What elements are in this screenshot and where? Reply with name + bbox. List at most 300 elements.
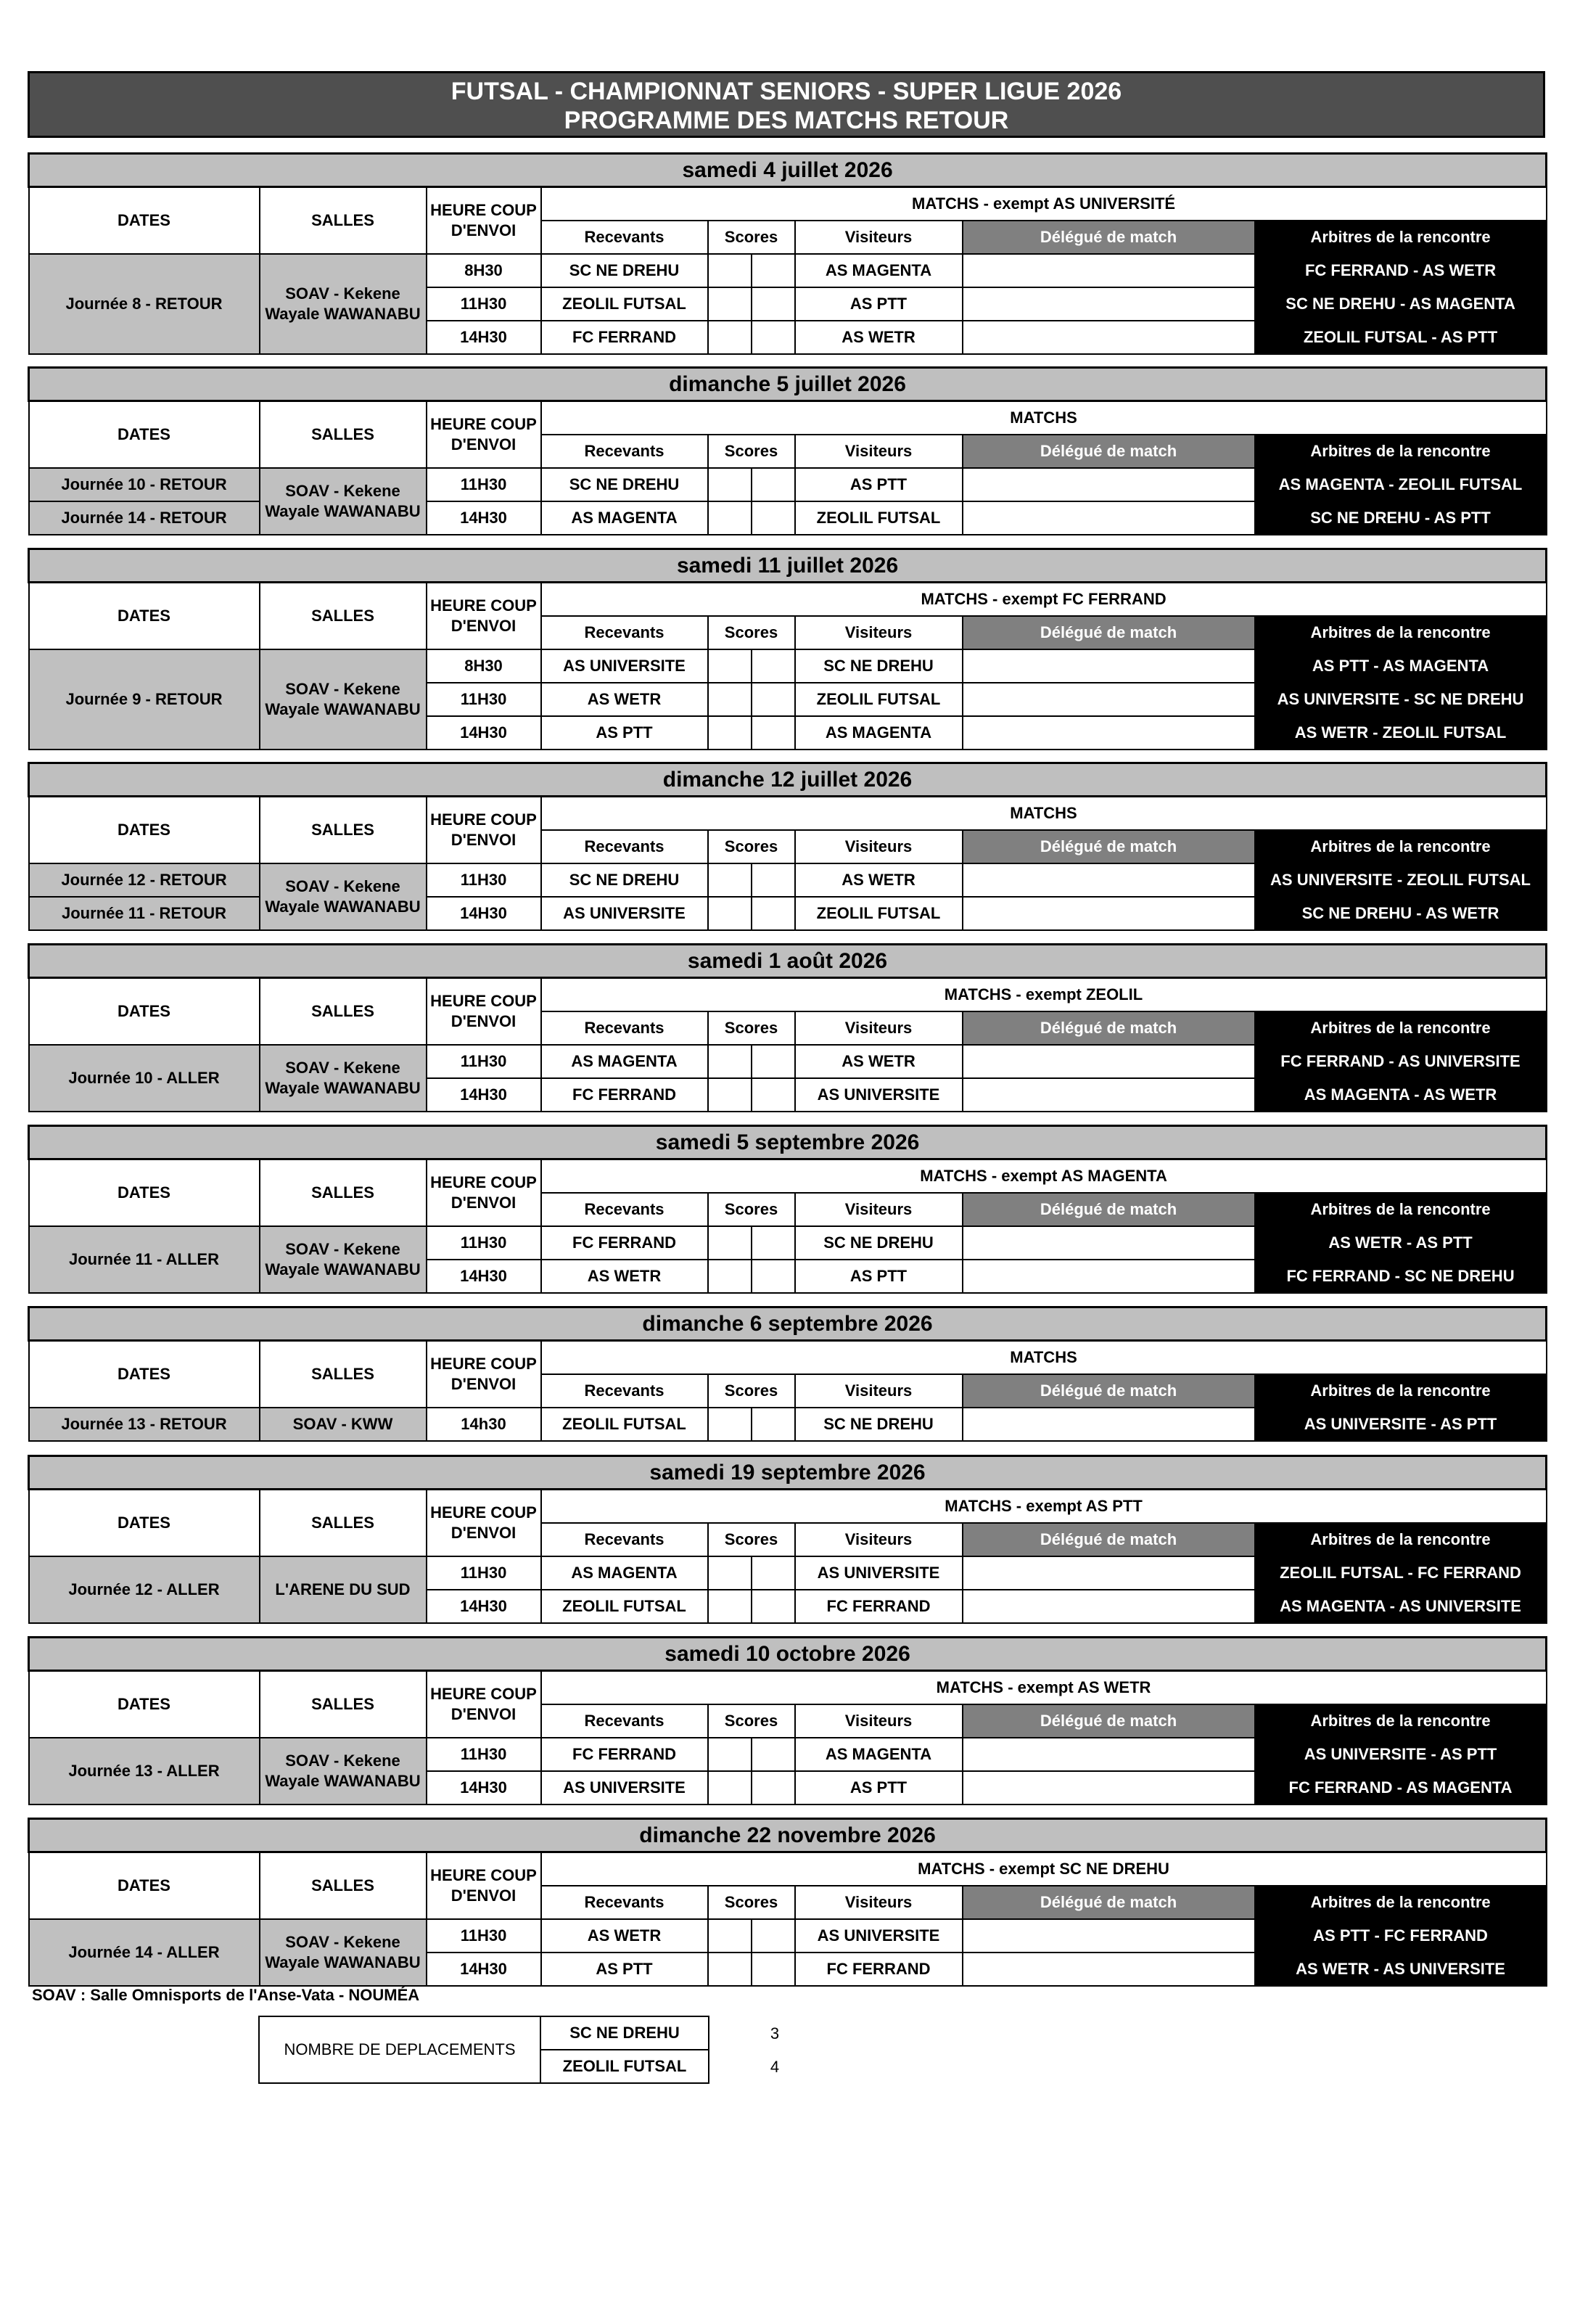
header-heure: HEURE COUP D'ENVOI	[427, 978, 541, 1045]
heure: 14H30	[427, 1953, 541, 1986]
arbitres: ZEOLIL FUTSAL - FC FERRAND	[1255, 1556, 1547, 1590]
score-away	[752, 1738, 795, 1771]
header-delegue: Délégué de match	[963, 1374, 1255, 1408]
header-scores: Scores	[708, 1704, 795, 1738]
match-row	[29, 501, 1547, 535]
header-recevants: Recevants	[541, 1011, 708, 1045]
score-home	[708, 287, 752, 321]
match-day-block	[28, 548, 1545, 750]
header-recevants: Recevants	[541, 221, 708, 254]
visiteur: AS UNIVERSITE	[795, 1919, 963, 1953]
heure: 14H30	[427, 1590, 541, 1623]
header-heure: HEURE COUP D'ENVOI	[427, 187, 541, 254]
header-visiteurs: Visiteurs	[795, 830, 963, 863]
score-away	[752, 1226, 795, 1260]
header-visiteurs: Visiteurs	[795, 616, 963, 649]
visiteur: SC NE DREHU	[795, 1226, 963, 1260]
arbitres: SC NE DREHU - AS PTT	[1255, 501, 1547, 535]
salle: SOAV - Kekene Wayale WAWANABU	[260, 649, 427, 750]
header-scores: Scores	[708, 1886, 795, 1919]
header-arbitres: Arbitres de la rencontre	[1255, 1374, 1547, 1408]
match-row	[29, 1226, 1547, 1260]
visiteur: AS MAGENTA	[795, 1738, 963, 1771]
recevant: FC FERRAND	[541, 1226, 708, 1260]
delegue	[963, 1408, 1255, 1441]
arbitres: FC FERRAND - AS MAGENTA	[1255, 1771, 1547, 1804]
header-dates: DATES	[29, 1341, 260, 1408]
header-recevants: Recevants	[541, 1886, 708, 1919]
arbitres: AS MAGENTA - ZEOLIL FUTSAL	[1255, 468, 1547, 501]
match-date: samedi 5 septembre 2026	[29, 1126, 1547, 1159]
match-row	[29, 1738, 1547, 1771]
heure: 11H30	[427, 863, 541, 897]
header-dates: DATES	[29, 1671, 260, 1738]
matchs-label: MATCHS - exempt FC FERRAND	[541, 583, 1547, 616]
score-away	[752, 287, 795, 321]
match-row	[29, 863, 1547, 897]
header-visiteurs: Visiteurs	[795, 1011, 963, 1045]
header-scores: Scores	[708, 1193, 795, 1226]
header-delegue: Délégué de match	[963, 1704, 1255, 1738]
score-away	[752, 1408, 795, 1441]
header-salles: SALLES	[260, 1671, 427, 1738]
recevant: AS UNIVERSITE	[541, 1771, 708, 1804]
match-day-block	[28, 366, 1545, 535]
visiteur: AS PTT	[795, 287, 963, 321]
journee: Journée 11 - ALLER	[29, 1226, 260, 1293]
visiteur: AS UNIVERSITE	[795, 1078, 963, 1112]
header-recevants: Recevants	[541, 435, 708, 468]
visiteur: AS UNIVERSITE	[795, 1556, 963, 1590]
arbitres: AS MAGENTA - AS WETR	[1255, 1078, 1547, 1112]
header-heure: HEURE COUP D'ENVOI	[427, 1159, 541, 1226]
visiteur: SC NE DREHU	[795, 1408, 963, 1441]
match-date: samedi 19 septembre 2026	[29, 1456, 1547, 1490]
delegue	[963, 1771, 1255, 1804]
header-delegue: Délégué de match	[963, 1523, 1255, 1556]
score-home	[708, 863, 752, 897]
header-arbitres: Arbitres de la rencontre	[1255, 1704, 1547, 1738]
salle: SOAV - Kekene Wayale WAWANABU	[260, 1738, 427, 1804]
visiteur: ZEOLIL FUTSAL	[795, 683, 963, 716]
matchs-label: MATCHS - exempt AS PTT	[541, 1490, 1547, 1523]
delegue	[963, 468, 1255, 501]
header-visiteurs: Visiteurs	[795, 1704, 963, 1738]
recevant: ZEOLIL FUTSAL	[541, 287, 708, 321]
header-heure: HEURE COUP D'ENVOI	[427, 401, 541, 468]
delegue	[963, 1078, 1255, 1112]
header-salles: SALLES	[260, 1341, 427, 1408]
heure: 11H30	[427, 1919, 541, 1953]
header-salles: SALLES	[260, 978, 427, 1045]
header-heure: HEURE COUP D'ENVOI	[427, 1671, 541, 1738]
header-arbitres: Arbitres de la rencontre	[1255, 830, 1547, 863]
match-date: samedi 10 octobre 2026	[29, 1638, 1547, 1671]
recevant: ZEOLIL FUTSAL	[541, 1590, 708, 1623]
recevant: AS WETR	[541, 1919, 708, 1953]
arbitres: SC NE DREHU - AS MAGENTA	[1255, 287, 1547, 321]
matchs-label: MATCHS	[541, 1341, 1547, 1374]
score-home	[708, 321, 752, 354]
arbitres: AS PTT - FC FERRAND	[1255, 1919, 1547, 1953]
score-away	[752, 897, 795, 930]
deplacements-team: SC NE DREHU	[540, 2016, 709, 2050]
delegue	[963, 1919, 1255, 1953]
arbitres: AS WETR - AS UNIVERSITE	[1255, 1953, 1547, 1986]
score-away	[752, 501, 795, 535]
recevant: AS MAGENTA	[541, 501, 708, 535]
recevant: ZEOLIL FUTSAL	[541, 1408, 708, 1441]
visiteur: AS PTT	[795, 468, 963, 501]
salle: SOAV - Kekene Wayale WAWANABU	[260, 1045, 427, 1112]
match-row	[29, 897, 1547, 930]
delegue	[963, 897, 1255, 930]
salle: SOAV - Kekene Wayale WAWANABU	[260, 468, 427, 535]
visiteur: SC NE DREHU	[795, 649, 963, 683]
header-scores: Scores	[708, 221, 795, 254]
header-salles: SALLES	[260, 401, 427, 468]
recevant: AS PTT	[541, 1953, 708, 1986]
visiteur: AS MAGENTA	[795, 716, 963, 750]
heure: 8H30	[427, 649, 541, 683]
deplacements-count: 3	[770, 2024, 780, 2042]
recevant: AS MAGENTA	[541, 1556, 708, 1590]
header-heure: HEURE COUP D'ENVOI	[427, 1341, 541, 1408]
header-heure: HEURE COUP D'ENVOI	[427, 583, 541, 649]
arbitres: AS WETR - ZEOLIL FUTSAL	[1255, 716, 1547, 750]
journee: Journée 12 - ALLER	[29, 1556, 260, 1623]
match-row	[29, 254, 1547, 287]
visiteur: AS WETR	[795, 321, 963, 354]
score-home	[708, 716, 752, 750]
header-scores: Scores	[708, 435, 795, 468]
score-home	[708, 1738, 752, 1771]
visiteur: FC FERRAND	[795, 1953, 963, 1986]
header-recevants: Recevants	[541, 616, 708, 649]
heure: 11H30	[427, 1738, 541, 1771]
header-visiteurs: Visiteurs	[795, 1374, 963, 1408]
score-home	[708, 1556, 752, 1590]
delegue	[963, 1556, 1255, 1590]
recevant: AS UNIVERSITE	[541, 897, 708, 930]
journee: Journée 10 - RETOUR	[29, 468, 260, 501]
match-row	[29, 649, 1547, 683]
recevant: FC FERRAND	[541, 1738, 708, 1771]
matchs-label: MATCHS - exempt SC NE DREHU	[541, 1852, 1547, 1886]
score-home	[708, 254, 752, 287]
delegue	[963, 287, 1255, 321]
heure: 14H30	[427, 501, 541, 535]
header-dates: DATES	[29, 1159, 260, 1226]
matchs-label: MATCHS - exempt ZEOLIL	[541, 978, 1547, 1011]
title-line-2: PROGRAMME DES MATCHS RETOUR	[564, 107, 1009, 134]
header-salles: SALLES	[260, 1159, 427, 1226]
delegue	[963, 1260, 1255, 1293]
header-dates: DATES	[29, 978, 260, 1045]
score-home	[708, 1226, 752, 1260]
heure: 11H30	[427, 468, 541, 501]
deplacements-team: ZEOLIL FUTSAL	[540, 2050, 709, 2083]
arbitres: FC FERRAND - AS WETR	[1255, 254, 1547, 287]
recevant: SC NE DREHU	[541, 468, 708, 501]
journee: Journée 9 - RETOUR	[29, 649, 260, 750]
header-recevants: Recevants	[541, 1193, 708, 1226]
header-dates: DATES	[29, 583, 260, 649]
recevant: AS WETR	[541, 683, 708, 716]
heure: 14H30	[427, 897, 541, 930]
header-scores: Scores	[708, 1523, 795, 1556]
recevant: AS UNIVERSITE	[541, 649, 708, 683]
score-home	[708, 1771, 752, 1804]
header-dates: DATES	[29, 187, 260, 254]
recevant: AS WETR	[541, 1260, 708, 1293]
score-away	[752, 1045, 795, 1078]
score-away	[752, 321, 795, 354]
visiteur: AS WETR	[795, 1045, 963, 1078]
visiteur: FC FERRAND	[795, 1590, 963, 1623]
delegue	[963, 716, 1255, 750]
heure: 14H30	[427, 716, 541, 750]
match-date: dimanche 12 juillet 2026	[29, 763, 1547, 797]
matchs-label: MATCHS - exempt AS UNIVERSITÉ	[541, 187, 1547, 221]
arbitres: SC NE DREHU - AS WETR	[1255, 897, 1547, 930]
delegue	[963, 1226, 1255, 1260]
header-arbitres: Arbitres de la rencontre	[1255, 1011, 1547, 1045]
header-delegue: Délégué de match	[963, 1193, 1255, 1226]
score-home	[708, 1260, 752, 1293]
score-away	[752, 649, 795, 683]
header-visiteurs: Visiteurs	[795, 1523, 963, 1556]
journee: Journée 13 - ALLER	[29, 1738, 260, 1804]
heure: 11H30	[427, 287, 541, 321]
header-delegue: Délégué de match	[963, 1011, 1255, 1045]
recevant: AS MAGENTA	[541, 1045, 708, 1078]
visiteur: AS MAGENTA	[795, 254, 963, 287]
header-salles: SALLES	[260, 583, 427, 649]
header-delegue: Délégué de match	[963, 435, 1255, 468]
recevant: SC NE DREHU	[541, 863, 708, 897]
heure: 14H30	[427, 1260, 541, 1293]
match-day-block	[28, 943, 1545, 1112]
score-away	[752, 1919, 795, 1953]
header-delegue: Délégué de match	[963, 616, 1255, 649]
header-visiteurs: Visiteurs	[795, 435, 963, 468]
salle: SOAV - Kekene Wayale WAWANABU	[260, 1919, 427, 1986]
footnote: SOAV : Salle Omnisports de l'Anse-Vata - NOUMÉA	[32, 1986, 420, 2004]
score-away	[752, 254, 795, 287]
score-home	[708, 501, 752, 535]
journee: Journée 14 - ALLER	[29, 1919, 260, 1986]
arbitres: AS UNIVERSITE - AS PTT	[1255, 1738, 1547, 1771]
delegue	[963, 1590, 1255, 1623]
delegue	[963, 863, 1255, 897]
header-dates: DATES	[29, 401, 260, 468]
header-dates: DATES	[29, 797, 260, 863]
visiteur: AS PTT	[795, 1260, 963, 1293]
header-delegue: Délégué de match	[963, 221, 1255, 254]
header-salles: SALLES	[260, 797, 427, 863]
score-home	[708, 683, 752, 716]
header-arbitres: Arbitres de la rencontre	[1255, 221, 1547, 254]
score-away	[752, 1771, 795, 1804]
salle: SOAV - Kekene Wayale WAWANABU	[260, 254, 427, 354]
match-day-block	[28, 1818, 1545, 1987]
score-away	[752, 1078, 795, 1112]
recevant: FC FERRAND	[541, 321, 708, 354]
delegue	[963, 501, 1255, 535]
heure: 14h30	[427, 1408, 541, 1441]
header-arbitres: Arbitres de la rencontre	[1255, 616, 1547, 649]
match-day-block	[28, 1636, 1545, 1805]
score-home	[708, 1408, 752, 1441]
arbitres: AS UNIVERSITE - SC NE DREHU	[1255, 683, 1547, 716]
delegue	[963, 649, 1255, 683]
score-home	[708, 1045, 752, 1078]
heure: 14H30	[427, 1078, 541, 1112]
match-day-block	[28, 152, 1545, 355]
visiteur: ZEOLIL FUTSAL	[795, 501, 963, 535]
salle: SOAV - Kekene Wayale WAWANABU	[260, 863, 427, 930]
arbitres: FC FERRAND - SC NE DREHU	[1255, 1260, 1547, 1293]
header-salles: SALLES	[260, 1852, 427, 1919]
match-date: dimanche 6 septembre 2026	[29, 1307, 1547, 1341]
score-home	[708, 649, 752, 683]
header-scores: Scores	[708, 616, 795, 649]
salle: SOAV - Kekene Wayale WAWANABU	[260, 1226, 427, 1293]
arbitres: AS WETR - AS PTT	[1255, 1226, 1547, 1260]
header-scores: Scores	[708, 1374, 795, 1408]
header-salles: SALLES	[260, 187, 427, 254]
salle: SOAV - KWW	[260, 1408, 427, 1441]
header-recevants: Recevants	[541, 1523, 708, 1556]
salle: L'ARENE DU SUD	[260, 1556, 427, 1623]
delegue	[963, 321, 1255, 354]
page-title	[28, 71, 1545, 138]
header-arbitres: Arbitres de la rencontre	[1255, 1193, 1547, 1226]
score-home	[708, 1953, 752, 1986]
arbitres: AS MAGENTA - AS UNIVERSITE	[1255, 1590, 1547, 1623]
header-dates: DATES	[29, 1852, 260, 1919]
score-home	[708, 897, 752, 930]
header-heure: HEURE COUP D'ENVOI	[427, 797, 541, 863]
arbitres: AS UNIVERSITE - ZEOLIL FUTSAL	[1255, 863, 1547, 897]
arbitres: FC FERRAND - AS UNIVERSITE	[1255, 1045, 1547, 1078]
score-away	[752, 1590, 795, 1623]
heure: 11H30	[427, 1226, 541, 1260]
delegue	[963, 1045, 1255, 1078]
match-row	[29, 1919, 1547, 1953]
header-dates: DATES	[29, 1490, 260, 1556]
journee: Journée 12 - RETOUR	[29, 863, 260, 897]
arbitres: ZEOLIL FUTSAL - AS PTT	[1255, 321, 1547, 354]
score-away	[752, 683, 795, 716]
delegue	[963, 254, 1255, 287]
score-home	[708, 1919, 752, 1953]
header-delegue: Délégué de match	[963, 1886, 1255, 1919]
header-visiteurs: Visiteurs	[795, 1193, 963, 1226]
arbitres: AS UNIVERSITE - AS PTT	[1255, 1408, 1547, 1441]
matchs-label: MATCHS	[541, 797, 1547, 830]
matchs-label: MATCHS - exempt AS MAGENTA	[541, 1159, 1547, 1193]
journee: Journée 13 - RETOUR	[29, 1408, 260, 1441]
header-recevants: Recevants	[541, 1704, 708, 1738]
heure: 11H30	[427, 1556, 541, 1590]
header-salles: SALLES	[260, 1490, 427, 1556]
deplacements-count: 4	[770, 2058, 780, 2076]
recevant: FC FERRAND	[541, 1078, 708, 1112]
header-heure: HEURE COUP D'ENVOI	[427, 1852, 541, 1919]
header-arbitres: Arbitres de la rencontre	[1255, 1523, 1547, 1556]
matchs-label: MATCHS - exempt AS WETR	[541, 1671, 1547, 1704]
header-scores: Scores	[708, 830, 795, 863]
header-visiteurs: Visiteurs	[795, 221, 963, 254]
journee: Journée 11 - RETOUR	[29, 897, 260, 930]
match-date: samedi 11 juillet 2026	[29, 549, 1547, 583]
header-arbitres: Arbitres de la rencontre	[1255, 1886, 1547, 1919]
recevant: SC NE DREHU	[541, 254, 708, 287]
delegue	[963, 1953, 1255, 1986]
match-date: dimanche 22 novembre 2026	[29, 1819, 1547, 1852]
match-day-block	[28, 1125, 1545, 1294]
header-scores: Scores	[708, 1011, 795, 1045]
visiteur: AS WETR	[795, 863, 963, 897]
score-home	[708, 1590, 752, 1623]
header-recevants: Recevants	[541, 1374, 708, 1408]
visiteur: ZEOLIL FUTSAL	[795, 897, 963, 930]
title-line-1: FUTSAL - CHAMPIONNAT SENIORS - SUPER LIGUE 2026	[450, 78, 1122, 105]
matchs-label: MATCHS	[541, 401, 1547, 435]
match-row	[29, 1045, 1547, 1078]
heure: 14H30	[427, 1771, 541, 1804]
score-away	[752, 1556, 795, 1590]
heure: 11H30	[427, 1045, 541, 1078]
header-recevants: Recevants	[541, 830, 708, 863]
match-day-block	[28, 1455, 1545, 1624]
score-away	[752, 468, 795, 501]
header-arbitres: Arbitres de la rencontre	[1255, 435, 1547, 468]
score-home	[708, 468, 752, 501]
match-row	[29, 1556, 1547, 1590]
score-away	[752, 716, 795, 750]
heure: 11H30	[427, 683, 541, 716]
arbitres: AS PTT - AS MAGENTA	[1255, 649, 1547, 683]
header-heure: HEURE COUP D'ENVOI	[427, 1490, 541, 1556]
journee: Journée 14 - RETOUR	[29, 501, 260, 535]
match-date: dimanche 5 juillet 2026	[29, 368, 1547, 401]
deplacements-label: NOMBRE DE DEPLACEMENTS	[259, 2016, 540, 2083]
match-day-block	[28, 1306, 1545, 1442]
heure: 14H30	[427, 321, 541, 354]
score-away	[752, 1953, 795, 1986]
header-delegue: Délégué de match	[963, 830, 1255, 863]
delegue	[963, 683, 1255, 716]
score-home	[708, 1078, 752, 1112]
match-row	[29, 1408, 1547, 1441]
deplacements-table	[258, 2016, 709, 2084]
heure: 8H30	[427, 254, 541, 287]
header-visiteurs: Visiteurs	[795, 1886, 963, 1919]
recevant: AS PTT	[541, 716, 708, 750]
match-date: samedi 4 juillet 2026	[29, 154, 1547, 187]
match-date: samedi 1 août 2026	[29, 945, 1547, 978]
score-away	[752, 1260, 795, 1293]
score-away	[752, 863, 795, 897]
delegue	[963, 1738, 1255, 1771]
journee: Journée 8 - RETOUR	[29, 254, 260, 354]
journee: Journée 10 - ALLER	[29, 1045, 260, 1112]
match-day-block	[28, 762, 1545, 931]
visiteur: AS PTT	[795, 1771, 963, 1804]
